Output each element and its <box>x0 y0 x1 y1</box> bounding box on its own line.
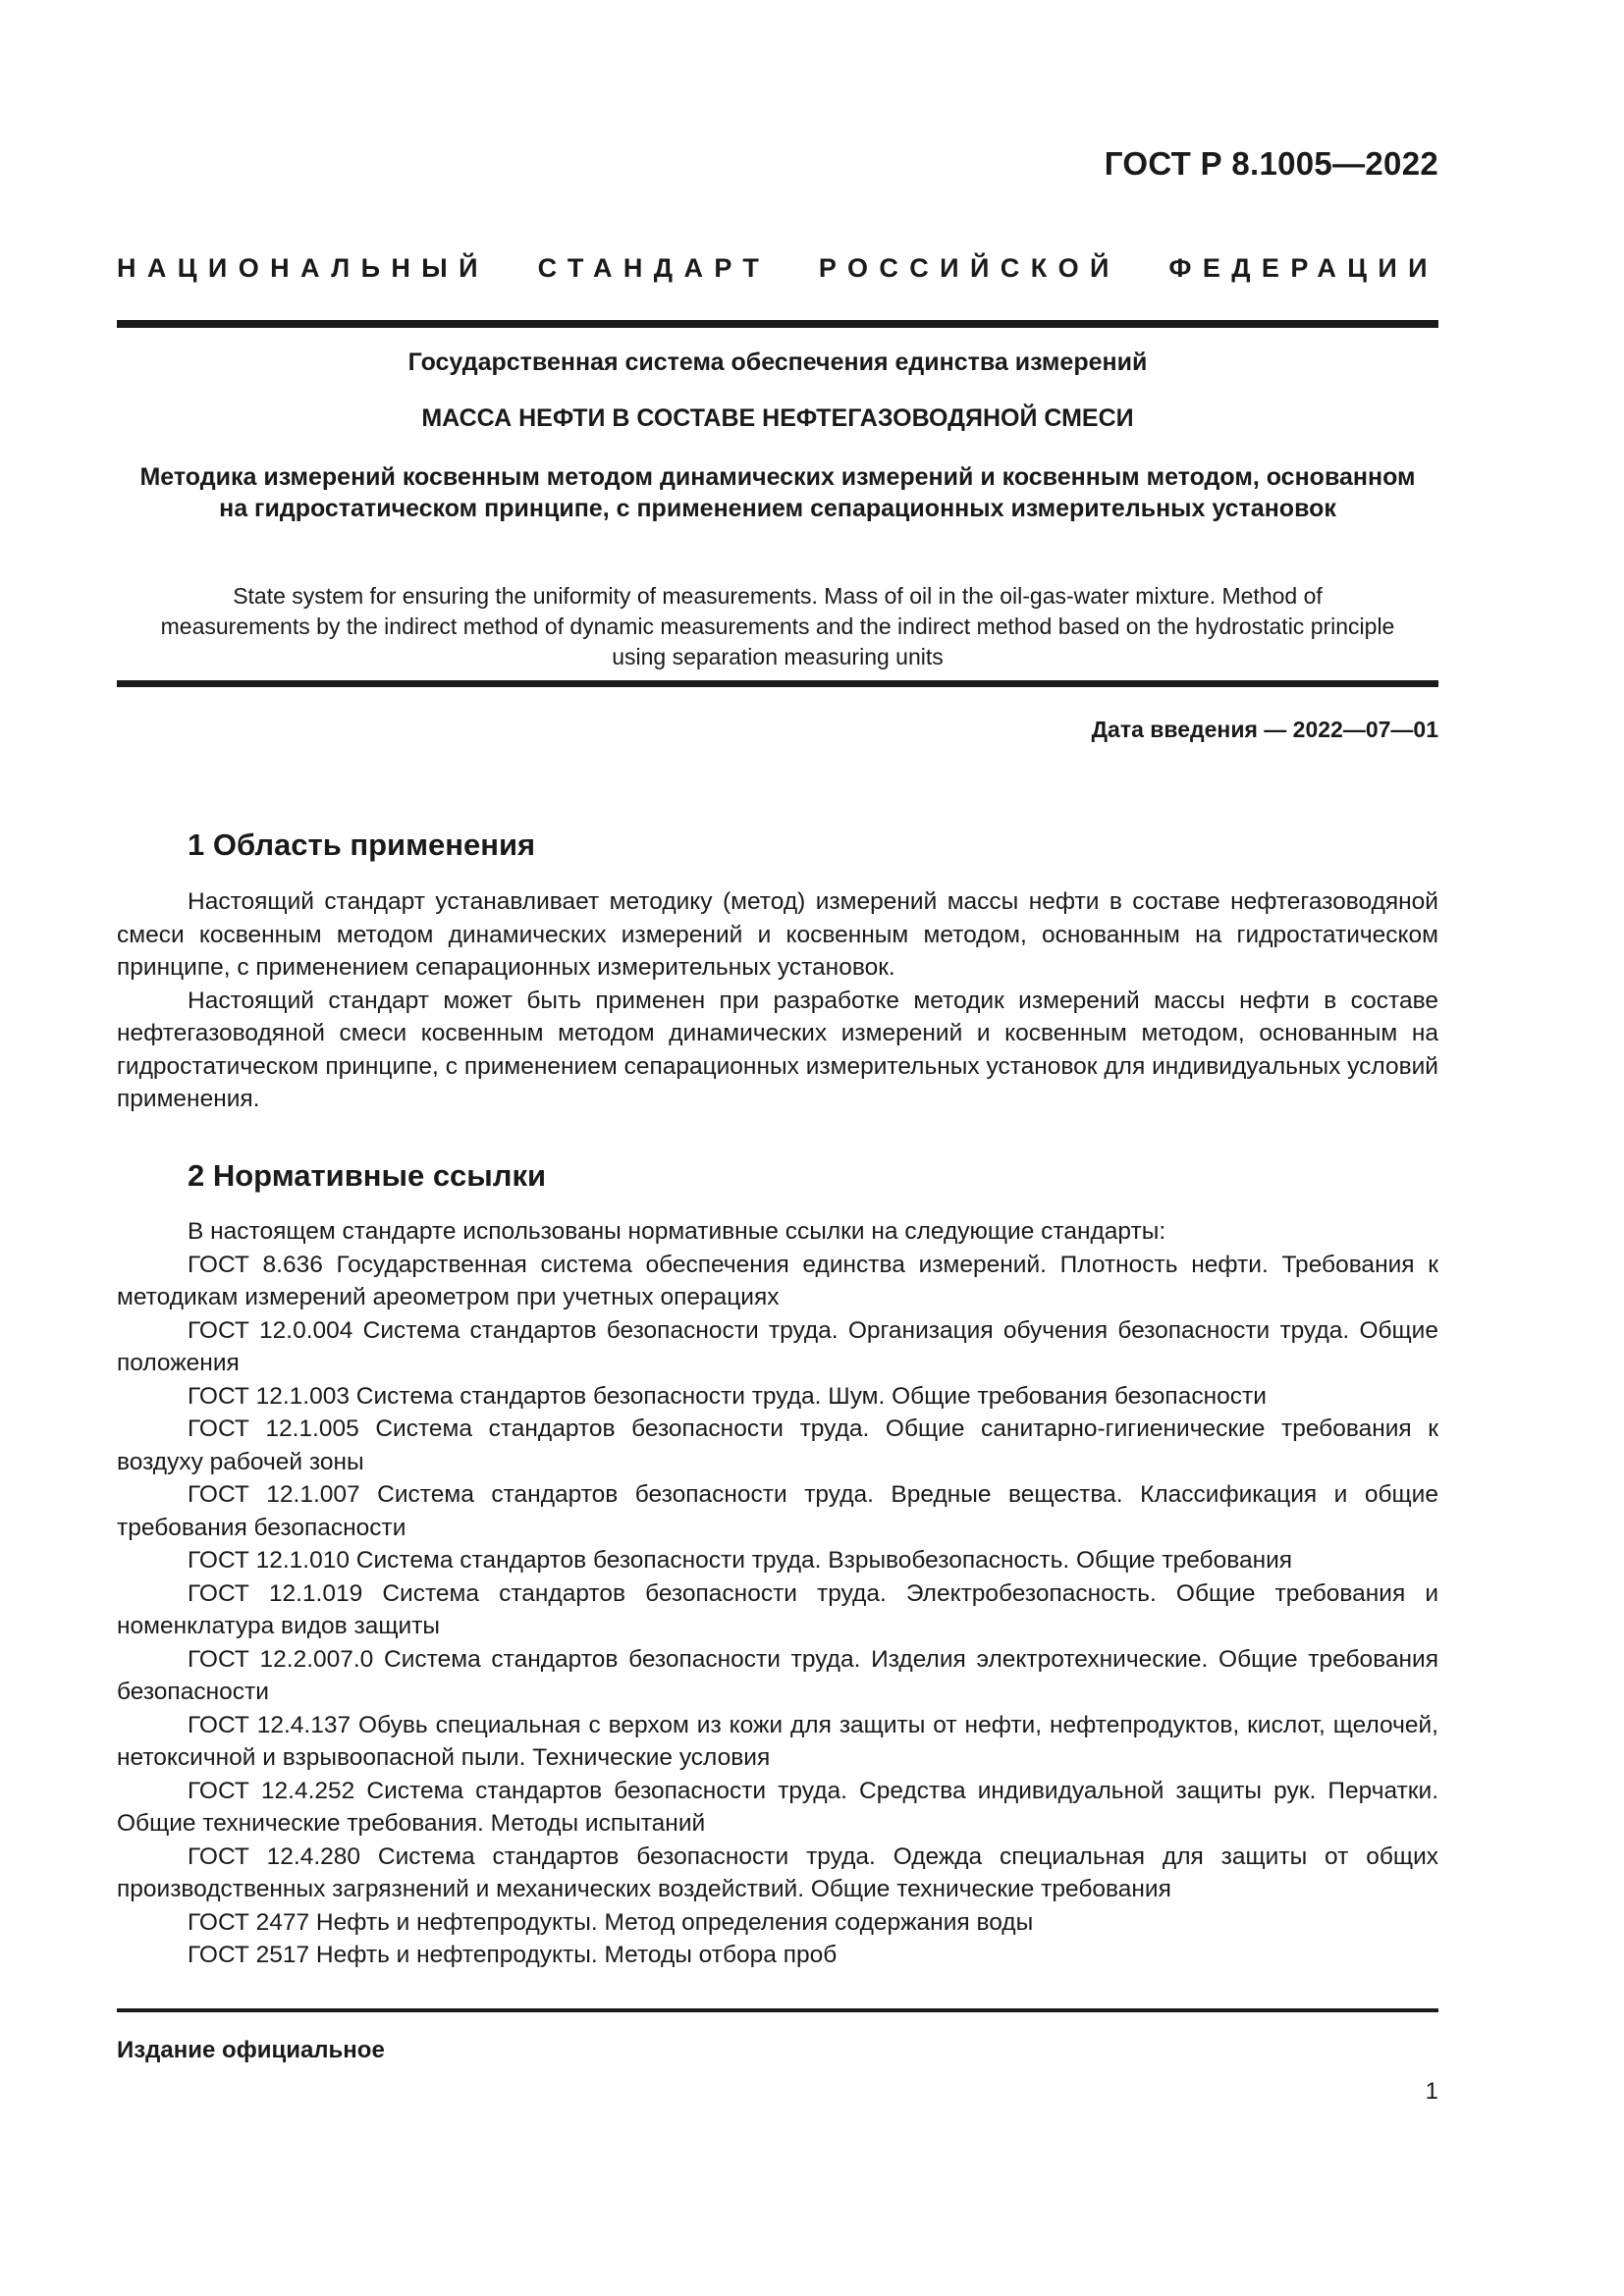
system-name: Государственная система обеспечения единства измерений <box>407 348 1148 376</box>
reference-item: ГОСТ 12.4.280 Система стандартов безопасности труда. Одежда специальная для защиты от общих производственных загрязнений и механических воздействий. Общие технические требования <box>117 1842 1438 1902</box>
section-2-heading: 2 Нормативные ссылки <box>188 1158 547 1193</box>
reference-item: ГОСТ 8.636 Государственная система обеспечения единства измерений. Плотность нефти. Требования к методикам измерений ареометром при учетных операциях <box>117 1251 1438 1310</box>
footer-divider <box>117 2008 1438 2012</box>
reference-item: ГОСТ 12.1.010 Система стандартов безопасности труда. Взрывобезопасность. Общие требования <box>188 1547 1293 1574</box>
reference-item: ГОСТ 12.4.137 Обувь специальная с верхом из кожи для защиты от нефти, нефтепродуктов, кислот, щелочей, нетоксичной и взрывоопасной пыли. Технические условия <box>117 1711 1438 1771</box>
subtitle: Методика измерений косвенным методом динамических измерений и косвенным методом, основанном на гидростатическом принципе, с применением сепарационных измерительных установок <box>139 463 1416 522</box>
title-bottom-divider <box>117 680 1438 687</box>
paragraph: В настоящем стандарте использованы нормативные ссылки на следующие стандарты: <box>188 1218 1166 1245</box>
section-2-body <box>117 1215 1438 1972</box>
reference-item: ГОСТ 12.4.252 Система стандартов безопасности труда. Средства индивидуальной защиты рук. Перчатки. Общие технические требования. Методы испытаний <box>117 1777 1438 1837</box>
reference-item: ГОСТ 12.0.004 Система стандартов безопасности труда. Организация обучения безопасности труда. Общие положения <box>117 1316 1438 1376</box>
national-standard-title: НАЦИОНАЛЬНЫЙ СТАНДАРТ РОССИЙСКОЙ ФЕДЕРАЦИИ <box>117 253 1438 283</box>
main-title: МАССА НЕФТИ В СОСТАВЕ НЕФТЕГАЗОВОДЯНОЙ СМЕСИ <box>421 404 1134 432</box>
reference-item: ГОСТ 12.1.007 Система стандартов безопасности труда. Вредные вещества. Классификация и общие требования безопасности <box>117 1481 1438 1541</box>
page-number: 1 <box>1425 2078 1438 2105</box>
gost-number: ГОСТ Р 8.1005—2022 <box>1104 145 1438 182</box>
paragraph: Настоящий стандарт может быть применен при разработке методик измерений массы нефти в составе нефтегазоводяной смеси косвенным методом динамических измерений и косвенным методом, основанным на гидростатическом принципе, с применением сепарационных измерительных установок для индивидуальных условий применения. <box>117 987 1438 1112</box>
english-title: State system for ensuring the uniformity of measurements. Mass of oil in the oil-gas-water mixture. Method of measurements by the indirect method of dynamic measurements and the indirect method based on the hydrostatic principle using separation measuring units <box>160 583 1395 669</box>
introduction-date: Дата введения — 2022—07—01 <box>1091 717 1438 742</box>
document-page <box>117 0 1438 2296</box>
reference-item: ГОСТ 12.1.019 Система стандартов безопасности труда. Электробезопасность. Общие требования и номенклатура видов защиты <box>117 1579 1438 1639</box>
reference-item: ГОСТ 12.2.007.0 Система стандартов безопасности труда. Изделия электротехнические. Общие требования безопасности <box>117 1645 1438 1705</box>
section-1-heading: 1 Область применения <box>188 828 536 862</box>
paragraph: Настоящий стандарт устанавливает методику (метод) измерений массы нефти в составе нефтегазоводяной смеси косвенным методом динамических измерений и косвенным методом, основанным на гидростатическом принципе, с применением сепарационных измерительных установок. <box>117 888 1438 981</box>
official-edition-label: Издание официальное <box>117 2037 385 2063</box>
reference-item: ГОСТ 2477 Нефть и нефтепродукты. Метод определения содержания воды <box>188 1908 1034 1936</box>
top-divider <box>117 320 1438 328</box>
reference-item: ГОСТ 2517 Нефть и нефтепродукты. Методы отбора проб <box>188 1942 838 1968</box>
reference-item: ГОСТ 12.1.003 Система стандартов безопасности труда. Шум. Общие требования безопасности <box>188 1382 1267 1410</box>
section-1-body <box>117 885 1438 1116</box>
reference-item: ГОСТ 12.1.005 Система стандартов безопасности труда. Общие санитарно-гигиенические требования к воздуху рабочей зоны <box>117 1415 1438 1475</box>
